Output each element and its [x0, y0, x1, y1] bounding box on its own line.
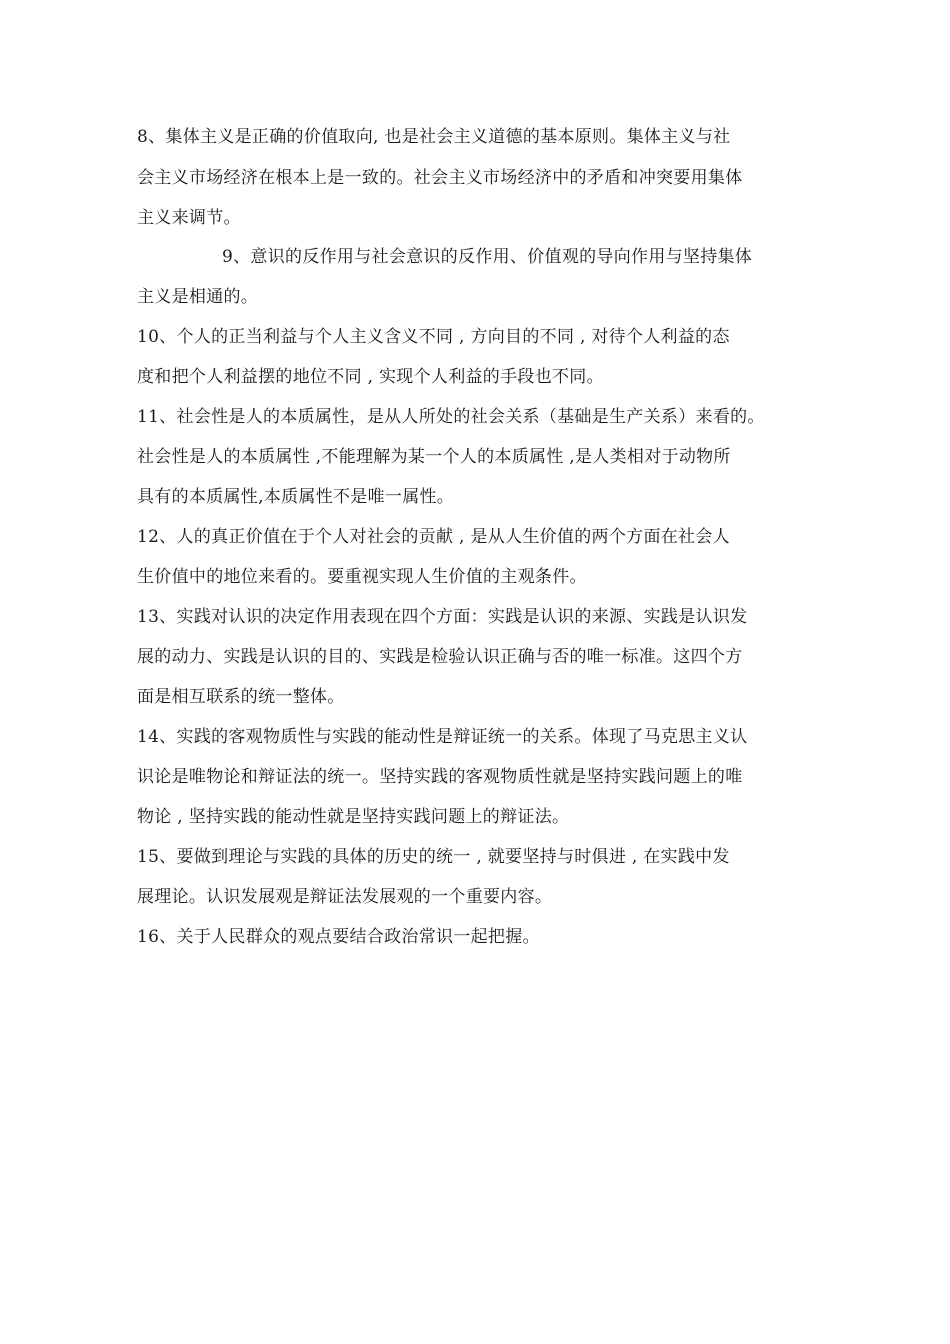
text-line: 10、个人的正当利益与个人主义含义不同 , 方向目的不同 , 对待个人利益的态 — [137, 327, 730, 347]
text-line: 主义来调节。 — [137, 208, 241, 228]
text-line: 社会性是人的本质属性 ,不能理解为某一个人的本质属性 ,是人类相对于动物所 — [137, 447, 731, 467]
text-line: 8、集体主义是正确的价值取向, 也是社会主义道德的基本原则。集体主义与社 — [137, 127, 731, 147]
text-line: 会主义市场经济在根本上是一致的。社会主义市场经济中的矛盾和冲突要用集体 — [137, 168, 743, 188]
text-line: 9、意识的反作用与社会意识的反作用、价值观的导向作用与坚持集体 — [222, 247, 753, 267]
text-line: 展的动力、实践是认识的目的、实践是检验认识正确与否的唯一标准。这四个方 — [137, 647, 743, 667]
text-line: 识论是唯物论和辩证法的统一。坚持实践的客观物质性就是坚持实践问题上的唯 — [137, 767, 743, 787]
text-line: 13、实践对认识的决定作用表现在四个方面：实践是认识的来源、实践是认识发 — [137, 607, 748, 627]
text-line: 具有的本质属性,本质属性不是唯一属性。 — [137, 487, 455, 507]
text-line: 主义是相通的。 — [137, 287, 259, 307]
text-line: 16、关于人民群众的观点要结合政治常识一起把握。 — [137, 927, 540, 947]
text-line: 15、要做到理论与实践的具体的历史的统一 , 就要坚持与时俱进 , 在实践中发 — [137, 847, 730, 867]
text-line: 生价值中的地位来看的。要重视实现人生价值的主观条件。 — [137, 567, 587, 587]
text-line: 14、实践的客观物质性与实践的能动性是辩证统一的关系。体现了马克思主义认 — [137, 727, 748, 747]
text-line: 11、社会性是人的本质属性，是从人所处的社会关系（基础是生产关系）来看的。 — [137, 407, 765, 427]
text-line: 面是相互联系的统一整体。 — [137, 687, 345, 707]
text-line: 12、人的真正价值在于个人对社会的贡献 , 是从人生价值的两个方面在社会人 — [137, 527, 730, 547]
text-line: 展理论。认识发展观是辩证法发展观的一个重要内容。 — [137, 887, 553, 907]
text-line: 度和把个人利益摆的地位不同 , 实现个人利益的手段也不同。 — [137, 367, 604, 387]
text-line: 物论 , 坚持实践的能动性就是坚持实践问题上的辩证法。 — [137, 807, 570, 827]
